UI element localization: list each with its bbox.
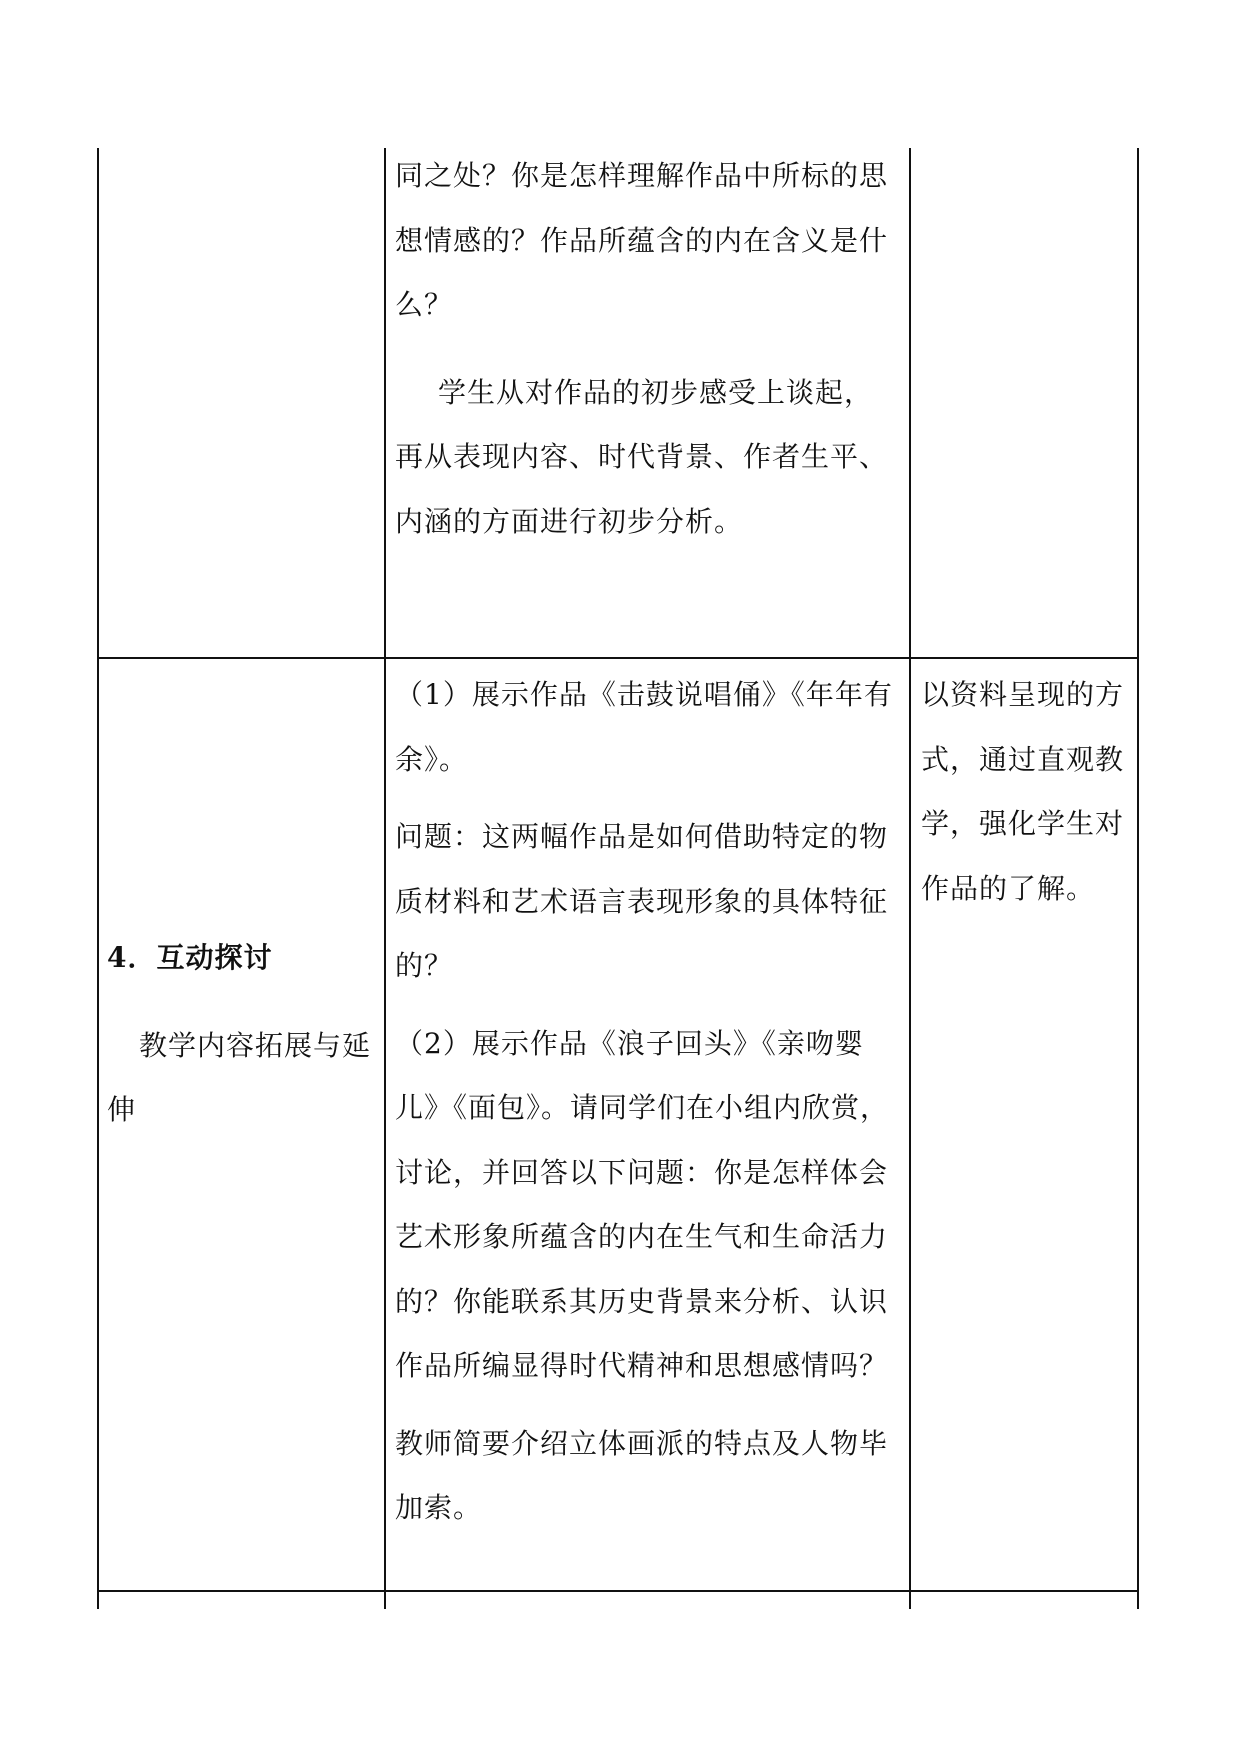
table-border-col1 xyxy=(384,148,386,1609)
table-border-bottom xyxy=(97,1590,1139,1592)
row2-col2-cell xyxy=(395,663,899,1541)
row1-col2-cell xyxy=(395,144,897,554)
row2-col2-paragraph-3: （2）展示作品《浪子回头》《亲吻婴儿》《面包》。请同学们在小组内欣赏，讨论，并回答以下问题：你是怎样体会艺术形象所蕴含的内在生气和生命活力的？你能联系其历史背景来分析、认识作品所编显得时代精神和思想感情吗？ xyxy=(395,1026,890,1382)
row2-col1-cell xyxy=(107,926,379,1143)
row1-col2-paragraph-2: 学生从对作品的初步感受上谈起，再从表现内容、时代背景、作者生平、内涵的方面进行初步分析。 xyxy=(395,375,889,538)
row2-col2-paragraph-2: 问题：这两幅作品是如何借助特定的物质材料和艺术语言表现形象的具体特征的？ xyxy=(395,820,889,982)
row2-col2-paragraph-1: （1）展示作品《击鼓说唱俑》《年年有余》。 xyxy=(395,678,893,776)
row1-col2-paragraph-1: 同之处？你是怎样理解作品中所标的思想情感的？作品所蕴含的内在含义是什么？ xyxy=(395,159,889,321)
lesson-plan-table xyxy=(97,148,1149,1609)
table-border-col2 xyxy=(909,148,911,1609)
row2-col3-cell xyxy=(921,663,1127,921)
section-heading: 4．互动探讨 xyxy=(107,941,273,974)
table-row-divider xyxy=(97,657,1139,659)
row2-col2-paragraph-4: 教师简要介绍立体画派的特点及人物毕加索。 xyxy=(395,1426,889,1524)
table-border-right xyxy=(1137,148,1139,1609)
section-subheading: 教学内容拓展与延伸 xyxy=(107,1028,372,1126)
table-border-left xyxy=(97,148,99,1609)
row2-col3-note: 以资料呈现的方式，通过直观教学，强化学生对作品的了解。 xyxy=(921,678,1125,905)
